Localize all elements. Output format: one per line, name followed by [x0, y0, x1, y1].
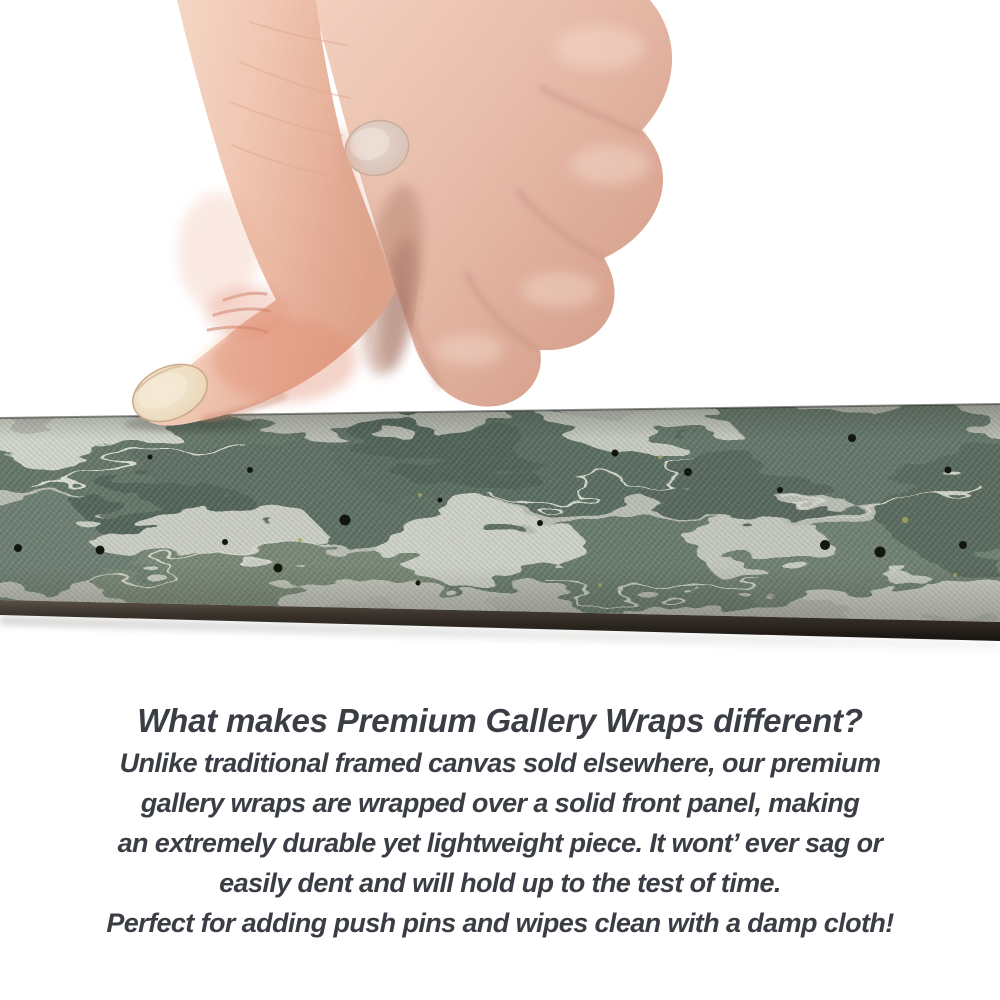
hand-photo	[0, 0, 720, 440]
caption-headline: What makes Premium Gallery Wraps different?	[137, 702, 863, 739]
caption-line: easily dent and will hold up to the test of time.	[219, 868, 781, 898]
caption-block	[0, 699, 1000, 943]
caption-line: an extremely durable yet lightweight piece. It wont’ ever sag or	[117, 828, 883, 858]
caption-line: Perfect for adding push pins and wipes clean with a damp cloth!	[106, 908, 894, 938]
caption-line: gallery wraps are wrapped over a solid front panel, making	[140, 788, 860, 818]
canvas-wrap-edge-photo	[0, 395, 1000, 660]
index-fingernail	[339, 113, 415, 183]
caption-line: Unlike traditional framed canvas sold elsewhere, our premium	[119, 748, 881, 778]
canvas-texture	[0, 395, 1000, 635]
fist-fingers	[312, 0, 672, 407]
canvas-edge-graphic	[0, 395, 1000, 660]
thumb-palm	[124, 0, 396, 433]
